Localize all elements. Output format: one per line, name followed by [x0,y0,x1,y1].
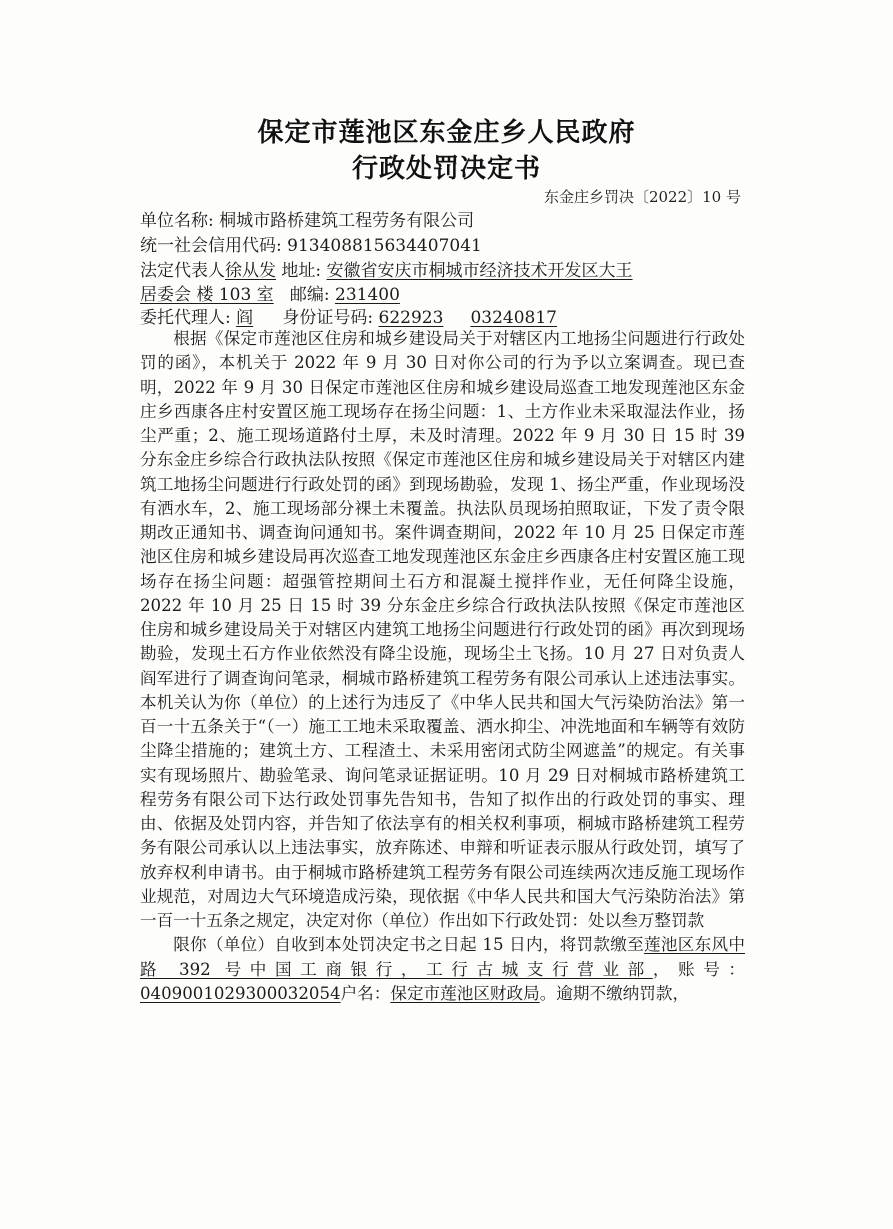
credit-code-label: 统一社会信用代码: [140,236,282,256]
document-title-line2: 行政处罚决定书 [351,154,541,184]
address-value-part2: 居委会 楼 103 室 [140,285,274,305]
payment-tail: 。逾期不缴纳罚款， [539,983,690,1003]
agent-row [140,303,557,328]
legal-rep-value: 徐从发 [225,261,276,281]
credit-code-value: 913408815634407041 [287,236,482,256]
postcode-value: 231400 [335,285,400,305]
id-number-part1: 622923 [378,308,444,328]
payment-name: 保定市莲池区财政局 [390,983,540,1003]
legal-rep-label: 法定代表人 [140,261,225,281]
address-continuation-row [140,280,400,305]
payment-lead: 限你（单位）自收到本处罚决定书之日起 15 日内，将罚款缴至 [173,935,645,955]
unit-name-value: 桐城市路桥建筑工程劳务有限公司 [219,211,475,231]
payment-name-label: 户名： [340,983,391,1003]
unit-name-row [140,206,474,231]
payment-paragraph [140,933,745,1006]
legal-rep-row [140,256,633,281]
address-label: 地址: [281,261,322,281]
facts-paragraph: 根据《保定市莲池区住房和城乡建设局关于对辖区内工地扬尘问题进行行政处罚的函》，本机关于 2022 年 9 月 30 日对你公司的行为予以立案调查。现已查明，2022 年 9 月 30 日保定市莲池区住房和城乡建设局巡查工地发现莲池区东金庄乡西康各庄村安置区施工现场存在扬尘问题：1、土方作业未采取湿法作业，扬尘严重；2、施工现场道路付土厚，未及时清理。2022 年 9 月 30 日 15 时 39 分东金庄乡综合行政执法队按照《保定市莲池区住房和城乡建设局关于对辖区内建筑工地扬尘问题进行行政处罚的函》到现场勘验，发现 1、扬尘严重，作业现场没有洒水车，2、施工现场部分裸土未覆盖。执法队员现场拍照取证，下发了责令限期改正通知书、调查询问通知书。案件调查期间，2022 年 10 月 25 日保定市莲池区住房和城乡建设局再次巡查工地发现莲池区东金庄乡西康各庄村安置区施工现场存在扬尘问题：超强管控期间土石方和混凝土搅拌作业，无任何降尘设施，2022 年 10 月 25 日 15 时 39 分东金庄乡综合行政执法队按照《保定市莲池区住房和城乡建设局关于对辖区内建筑工地扬尘问题进行行政处罚的函》再次到现场勘验，发现土石方作业依然没有降尘设施，现场尘土飞扬。10 月 27 日对负责人阎军进行了调查询问笔录，桐城市路桥建筑工程劳务有限公司承认上述违法事实。本机关认为你（单位）的上述行为违反了《中华人民共和国大气污染防治法》第一百一十五条关于“（一）施工工地未采取覆盖、洒水抑尘、冲洗地面和车辆等有效防尘降尘措施的；建筑土方、工程渣土、未采用密闭式防尘网遮盖”的规定。有关事实有现场照片、勘验笔录、询问笔录证据证明。10 月 29 日对桐城市路桥建筑工程劳务有限公司下达行政处罚事先告知书，告知了拟作出的行政处罚的事实、理由、依据及处罚内容，并告知了依法享有的相关权利事项，桐城市路桥建筑工程劳务有限公司承认以上违法事实，放弃陈述、申辩和听证表示服从行政处罚，填写了放弃权利申请书。由于桐城市路桥建筑工程劳务有限公司连续两次违反施工现场作业规范，对周边大气环境造成污染，现依据《中华人民共和国大气污染防治法》第一百一十五条之规定，决定对你（单位）作出如下行政处罚：处以叁万整罚款 [140,329,745,930]
document-title-line1: 保定市莲池区东金庄乡人民政府 [257,118,636,148]
payment-account-label: ，账号： [652,959,745,979]
unit-name-label: 单位名称: [140,211,214,231]
agent-value: 阎 [236,308,254,328]
id-number-label: 身份证号码: [282,308,374,328]
agent-label: 委托代理人: [140,308,231,328]
document-number: 东金庄乡罚决〔2022〕10 号 [543,188,741,206]
payment-account: 0409001029300032054 [140,983,341,1003]
id-number-part2: 03240817 [470,308,557,328]
postcode-label: 邮编: [289,285,330,305]
address-value-part1: 安徽省安庆市桐城市经济技术开发区大王 [326,261,633,281]
payment-bank: 莲池区东风中路 392 号中国工商银行，工行古城支行营业部 [140,935,745,979]
credit-code-row [140,231,482,256]
decision-body [140,327,745,1006]
